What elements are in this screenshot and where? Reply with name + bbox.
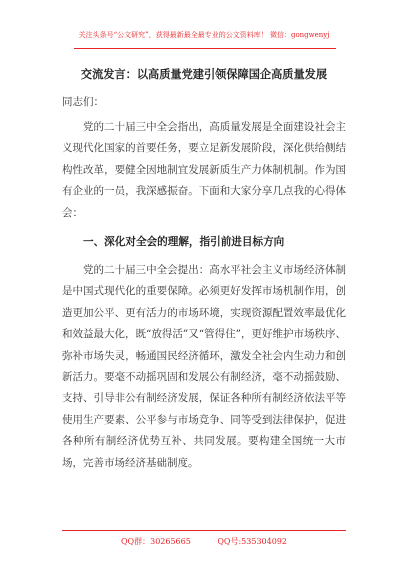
footer-qq-number: QQ号:535304092 — [217, 537, 287, 546]
header-banner: 关注头条号“公文研究”，获得最新最全最专业的公文资料库！ 微信：gongwenyj — [78, 31, 330, 39]
footer-contact — [0, 536, 408, 547]
intro-paragraph: 党的二十届三中全会指出，高质量发展是全面建设社会主义现代化国家的首要任务，要立足新发展阶段，深化供给侧结构性改革，要健全因地制宜发展新质生产力体制机制。作为国有企业的一员，我深感振奋。下面和大家分享几点我的心得体会： — [62, 121, 346, 219]
footer-divider — [62, 530, 346, 531]
document-title: 交流发言：以高质量党建引领保障国企高质量发展 — [80, 67, 328, 81]
footer-qq-group: QQ群：30265665 — [120, 537, 191, 546]
section-1-paragraph: 党的二十届三中全会提出：高水平社会主义市场经济体制是中国式现代化的重要保障。必须更好发挥市场机制作用，创造更加公平、更有活力的市场环境，实现资源配置效率最优化和效益最大化，既“放得活”又“管得住”，更好维护市场秩序、弥补市场失灵，畅通国民经济循环，激发全社会内生动力和创新活力。要毫不动摇巩固和发展公有制经济，毫不动摇鼓励、支持、引导非公有制经济发展，保证各种所有制经济依法平等使用生产要素、公平参与市场竞争、同等受到法律保护，促进各种所有制经济优势互补、共同发展。要构建全国统一大市场，完善市场经济基础制度。 — [62, 264, 346, 469]
section-heading-1: 一、深化对全会的理解，指引前进目标方向 — [83, 236, 285, 248]
greeting: 同志们： — [62, 96, 104, 108]
header-divider — [74, 48, 336, 49]
